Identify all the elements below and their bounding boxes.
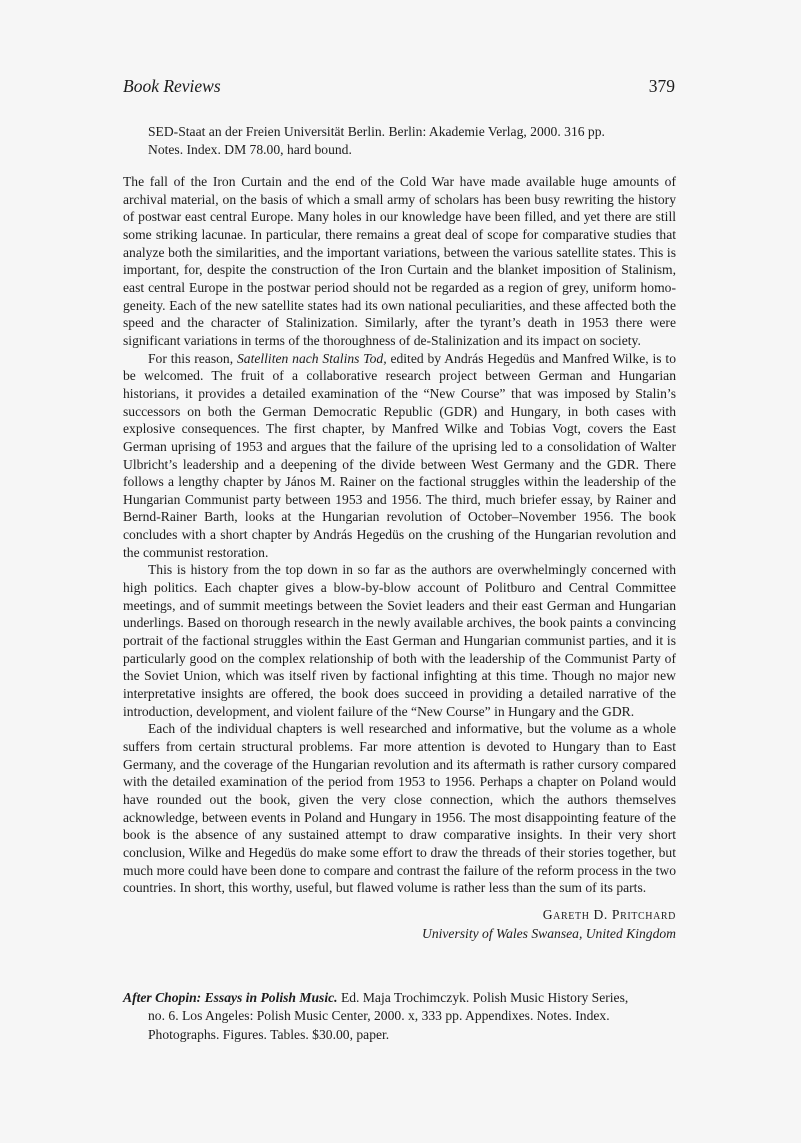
reviewer-signature (422, 906, 676, 943)
journal-section-title: Book Reviews (123, 76, 221, 96)
next-review-citation (123, 989, 676, 1044)
paragraph-lead: For this reason, (148, 350, 234, 366)
review-paragraph (123, 350, 676, 562)
citation-text: Ed. Maja Trochimczyk. Polish Music History Series, (340, 990, 629, 1005)
review-body (123, 173, 676, 897)
citation-line (123, 989, 676, 1007)
next-book-title: After Chopin: Essays in Polish Music. (123, 990, 338, 1005)
page-number: 379 (648, 76, 675, 96)
review-paragraph: This is history from the top down in so far as the authors are overwhelmingly concerned with high politics. Each chapter gives a blow-by-blow account of Politburo and Central Committee meetings, and of summit meetings between the Soviet leaders and their east German and Hungarian underlings. Based on thorough research in the newly available archives, the book paints a convincing portrait of the factional struggles within the East German and Hungarian communist parties, and it is particularly good on the complex relationship of both with the leadership of the Communist Party of the Soviet Union, which was itself riven by factional infighting at this time. Though no major new interpretative insights are offered, the book does succeed in providing a detailed narrative of the introduction, development, and violent failure of the “New Course” in Hungary and the GDR. (123, 562, 676, 719)
citation-line: SED-Staat an der Freien Universität Berlin. Berlin: Akademie Verlag, 2000. 316 pp. (148, 124, 605, 139)
review-paragraph: Each of the individual chapters is well researched and informative, but the volume as a whole suffers from certain structural problems. Far more attention is devoted to Hungary than to East Germany, and the coverage of the Hungarian revolution and its aftermath is rather cursory compared with the detailed examination of the period from 1953 to 1956. Perhaps a chapter on Poland would have rounded out the book, given the very close connection, which the authors themselves acknowledge, between events in Poland and Hungary in 1956. The most disappointing feature of the book is the absence of any sustained attempt to draw comparative insights. In their very short conclusion, Wilke and Hegedüs do make some effort to draw the threads of their stories together, but much more could have been done to compare and contrast the failure of the reform process in the two countries. In short, this worthy, useful, but flawed volume is rather less than the sum of its parts. (123, 721, 676, 896)
review-paragraph: The fall of the Iron Curtain and the end of the Cold War have made available huge amounts of archival material, on the basis of which a small army of scholars has been busy rewriting the history of postwar east central Europe. Many holes in our knowledge have been filled, and yet there are still some striking lacunae. In particular, there remains a great deal of scope for comparative studies that analyze both the similarities, and the important variations, between the various satellite states. This is important, for, despite the construction of the Iron Curtain and the blanket imposition of Stalinism, east central Europe in the postwar period should not be regarded as a region of grey, uniform homogeneity. Each of the new satellite states had its own national peculiarities, and these affected both the speed and the character of Stalinization. Similarly, after the tyrant’s death in 1953 there were significant variations in terms of the thoroughness of de-Stalinization and its impact on society. (123, 174, 676, 348)
citation-line: no. 6. Los Angeles: Polish Music Center, 2000. x, 333 pp. Appendixes. Notes. Index. (148, 1008, 610, 1024)
citation-line: Notes. Index. DM 78.00, hard bound. (148, 142, 352, 158)
citation-line: Photographs. Figures. Tables. $30.00, paper. (148, 1026, 390, 1042)
paragraph-text: edited by András Hegedüs and Manfred Wilke, is to be welcomed. The fruit of a collaborative research project between German and Hungarian historians, it provides a detailed examination of the “New Course” that was imposed by Stalin’s successors on both the German Democratic Republic (GDR) and Hungary, in both cases with explosive consequences. The first chapter, by Manfred Wilke and Tobias Vogt, covers the East German uprising of 1953 and argues that the failure of the uprising led to a consolidation of Walter Ulbricht’s leadership and a deepening of the divide between West Germany and the GDR. There follows a lengthy chapter by János M. Rainer on the factional struggles within the leadership of the Hungarian Communist party between 1953 and 1956. The third, much briefer essay, by Rainer and Bernd-Rainer Barth, looks at the Hungarian revolution of October–November 1956. The book concludes with a short chapter by András Hegedüs on the crushing of the Hungarian revolution and the communist restoration. (123, 350, 677, 560)
reviewer-affiliation: University of Wales Swansea, United Kingdom (422, 925, 676, 941)
reviewer-name: Gareth D. Pritchard (542, 907, 676, 922)
running-head (123, 74, 675, 98)
previous-citation-continuation (148, 123, 675, 160)
reviewed-book-title: Satelliten nach Stalins Tod, (236, 350, 387, 366)
